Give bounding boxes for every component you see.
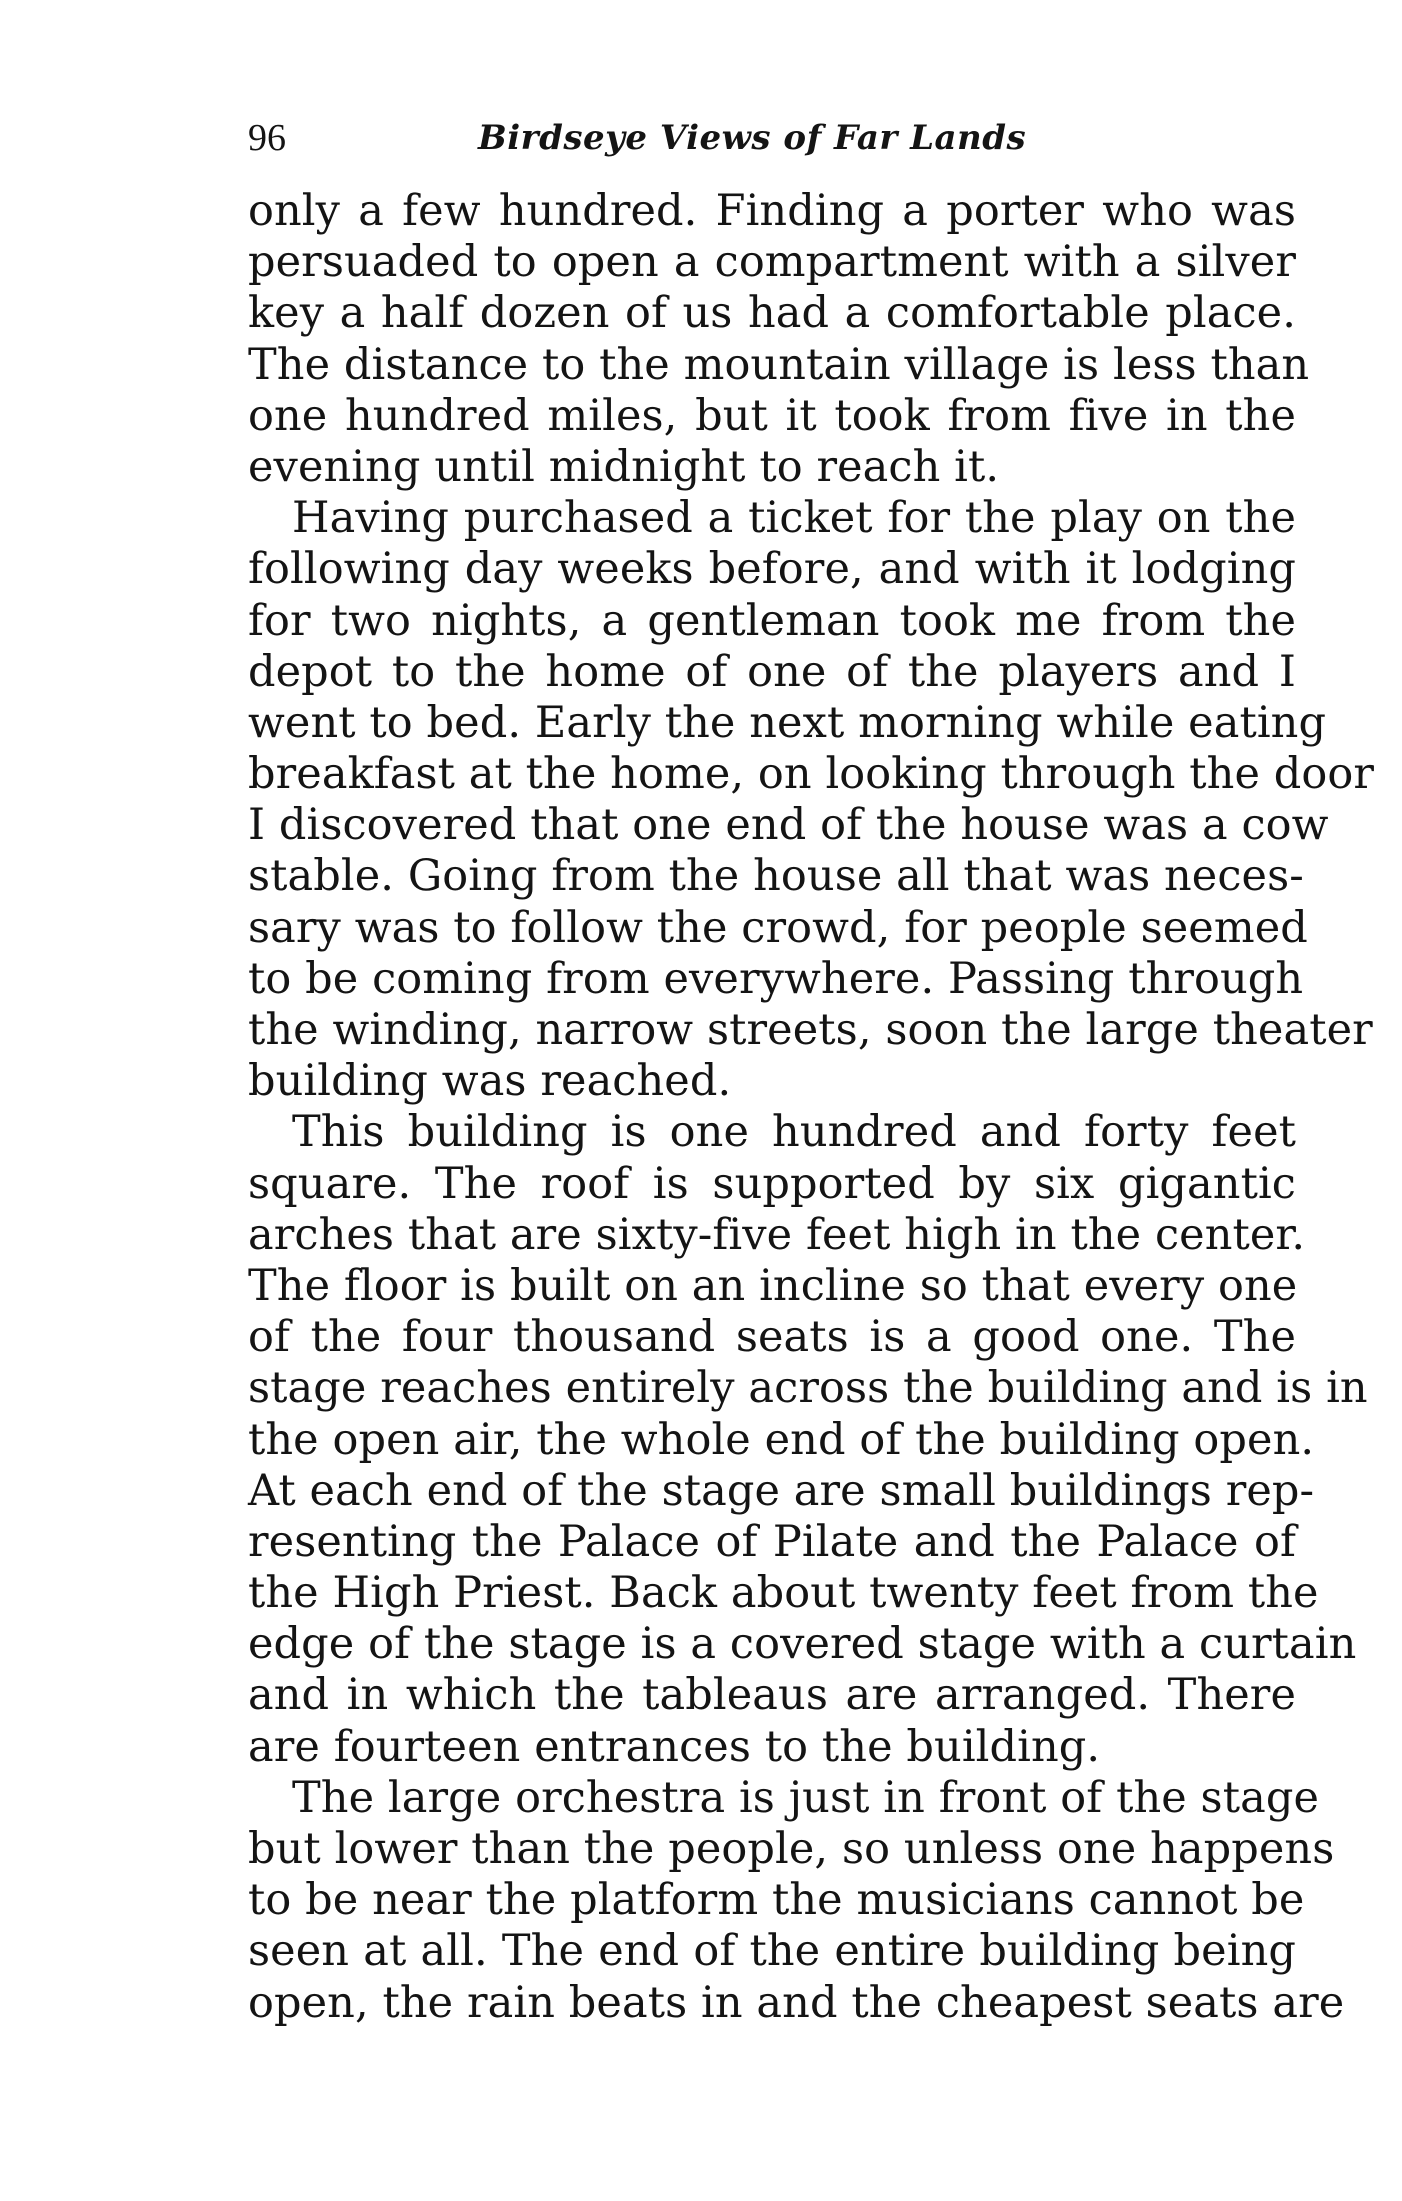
text-line: arches that are sixty-five feet high in the center. bbox=[248, 1209, 1306, 1260]
text-line: breakfast at the home, on looking through the door bbox=[248, 749, 1375, 800]
body-text bbox=[248, 186, 1375, 2029]
text-line: I discovered that one end of the house was a cow bbox=[248, 800, 1329, 851]
paragraph bbox=[248, 1107, 1368, 1772]
book-title: Birdseye Views of Far Lands bbox=[478, 118, 1027, 158]
paragraph bbox=[248, 186, 1310, 493]
text-line: stage reaches entirely across the building and is in bbox=[248, 1363, 1368, 1414]
text-line: edge of the stage is a covered stage with a curtain bbox=[248, 1619, 1357, 1670]
text-line: but lower than the people, so unless one happens bbox=[248, 1824, 1335, 1874]
running-head bbox=[248, 108, 1296, 168]
text-line: the High Priest. Back about twenty feet from the bbox=[248, 1568, 1319, 1619]
text-line: of the four thousand seats is a good one. The bbox=[248, 1312, 1296, 1363]
text-line: open, the rain beats in and the cheapest seats are bbox=[248, 1977, 1345, 2028]
text-line: the winding, narrow streets, soon the large theater bbox=[248, 1005, 1373, 1055]
text-line: following day weeks before, and with it lodging bbox=[248, 544, 1296, 595]
book-page bbox=[248, 108, 1375, 2029]
text-line: evening until midnight to reach it. bbox=[248, 441, 1000, 492]
text-line: The distance to the mountain village is less than bbox=[248, 339, 1310, 390]
text-line: and in which the tableaus are arranged. There bbox=[248, 1670, 1296, 1721]
text-line: only a few hundred. Finding a porter who was bbox=[248, 186, 1296, 236]
paragraph bbox=[248, 1772, 1345, 2029]
text-line: for two nights, a gentleman took me from the bbox=[248, 595, 1296, 646]
text-line: The floor is built on an incline so that every one bbox=[248, 1260, 1298, 1311]
text-line: resenting the Palace of Pilate and the Palace of bbox=[248, 1516, 1296, 1567]
paragraph bbox=[248, 493, 1375, 1107]
page-number: 96 bbox=[248, 117, 286, 159]
text-line: stable. Going from the house all that was neces- bbox=[248, 851, 1304, 902]
text-line: persuaded to open a compartment with a silver bbox=[248, 237, 1296, 288]
text-line: square. The roof is supported by six gigantic bbox=[248, 1158, 1296, 1209]
text-line: At each end of the stage are small buildings rep- bbox=[248, 1465, 1315, 1516]
text-line: This building is one hundred and forty feet bbox=[292, 1107, 1296, 1158]
text-line: seen at all. The end of the entire building being bbox=[248, 1926, 1296, 1977]
text-line: the open air, the whole end of the building open. bbox=[248, 1414, 1315, 1465]
text-line: are fourteen entrances to the building. bbox=[248, 1721, 1101, 1772]
text-line: sary was to follow the crowd, for people seemed bbox=[248, 902, 1308, 953]
text-line: The large orchestra is just in front of the stage bbox=[292, 1772, 1320, 1823]
text-line: Having purchased a ticket for the play on the bbox=[292, 493, 1296, 544]
text-line: went to bed. Early the next morning while eating bbox=[248, 697, 1327, 748]
text-line: to be coming from everywhere. Passing through bbox=[248, 953, 1304, 1004]
text-line: depot to the home of one of the players and I bbox=[248, 646, 1296, 697]
text-line: key a half dozen of us had a comfortable place. bbox=[248, 288, 1296, 339]
text-line: building was reached. bbox=[248, 1056, 732, 1107]
text-line: to be near the platform the musicians cannot be bbox=[248, 1875, 1305, 1926]
text-line: one hundred miles, but it took from five in the bbox=[248, 390, 1296, 441]
